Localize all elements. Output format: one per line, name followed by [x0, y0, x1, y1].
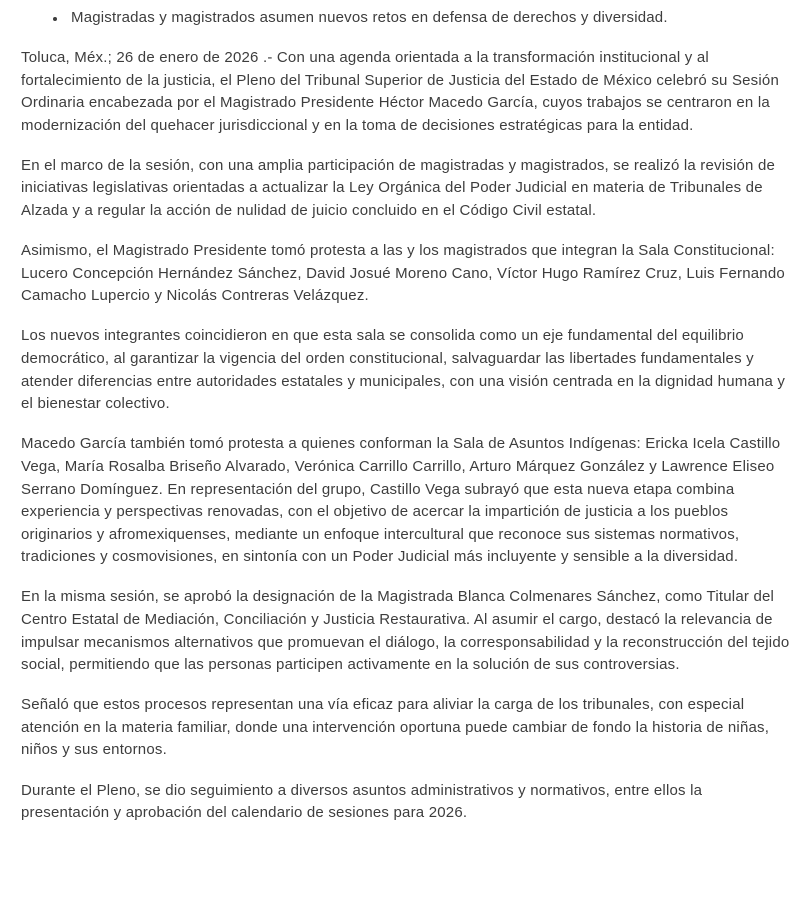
article-paragraph-procesos-familiares: Señaló que estos procesos representan una vía eficaz para aliviar la carga de los tribunales, con especial atención en la materia familiar, donde una intervención oportuna puede cambiar de fondo la historia de niñas, niños y sus entornos. [21, 696, 770, 759]
article-paragraph-session-review: En el marco de la sesión, con una amplia participación de magistradas y magistrados, se realizó la revisión de iniciativas legislativas orientadas a actualizar la Ley Orgánica del Poder Judicial en materia de Tribunales de Alzada y a regular la acción de nulidad de juicio concluido en el Código Civil estatal. [21, 156, 776, 220]
article-paragraph-nuevos-integrantes: Los nuevos integrantes coincidieron en que esta sala se consolida como un eje fundamental del equilibrio democrático, al garantizar la vigencia del orden constitucional, salvaguardar las libertades fundamentales y atender diferencias entre autoridades estatales y municipales, con una visión centrada en la dignidad humana y el bienestar colectivo. [21, 327, 786, 413]
article-paragraph-sala-asuntos-indigenas: Macedo García también tomó protesta a quienes conforman la Sala de Asuntos Indígenas: Ericka Icela Castillo Vega, María Rosalba Briseño Alvarado, Verónica Carrillo Carrillo, Arturo Márquez González y Lawrence Eliseo Serrano Domínguez. En representación del grupo, Castillo Vega subrayó que esta nueva etapa combina experiencia y perspectivas renovadas, con el objetivo de acercar la impartición de justicia a los pueblos originarios y afromexiquenses, mediante un enfoque intercultural que reconoce sus sistemas normativos, tradiciones y cosmovisiones, en sintonía con un Poder Judicial más incluyente y sensible a la diversidad. [21, 435, 781, 566]
article-paragraph-dateline: Toluca, Méx.; 26 de enero de 2026 .- Con una agenda orientada a la transformación institucional y al fortalecimiento de la justicia, el Pleno del Tribunal Superior de Justicia del Estado de México celebró su Sesión Ordinaria encabezada por el Magistrado Presidente Héctor Macedo García, cuyos trabajos se centraron en la modernización del quehacer jurisdiccional y en la toma de decisiones estratégicas para la entidad. [21, 49, 780, 134]
article-paragraph-calendario: Durante el Pleno, se dio seguimiento a diversos asuntos administrativos y normativos, entre ellos la presentación y aprobación del calendario de sesiones para 2026. [21, 781, 703, 822]
article-body [0, 7, 810, 837]
article-paragraph-sala-constitucional: Asimismo, el Magistrado Presidente tomó protesta a las y los magistrados que integran la Sala Constitucional: Lucero Concepción Hernández Sánchez, David Josué Moreno Cano, Víctor Hugo Ramírez Cruz, Luis Fernando Camacho Lupercio y Nicolás Contreras Velázquez. [21, 242, 785, 305]
highlights-list [21, 7, 790, 30]
highlight-item: • Magistradas y magistrados asumen nuevos retos en defensa de derechos y diversidad. [67, 7, 790, 30]
article-paragraph-centro-mediacion: En la misma sesión, se aprobó la designación de la Magistrada Blanca Colmenares Sánchez, como Titular del Centro Estatal de Mediación, Conciliación y Justicia Restaurativa. Al asumir el cargo, destacó la relevancia de impulsar mecanismos alternativos que promuevan el diálogo, la corresponsabilidad y la reconstrucción del tejido social, permitiendo que las personas participen activamente en la solución de sus controversias. [21, 588, 790, 674]
